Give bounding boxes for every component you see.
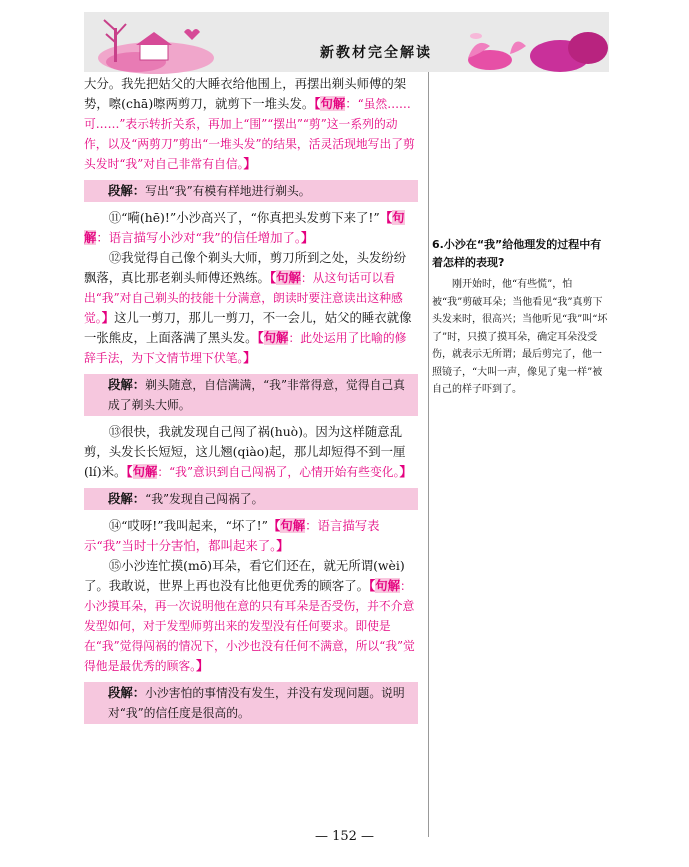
sentence-note-tag: 句解 — [132, 464, 158, 479]
summary-text: “我”发现自己闯祸了。 — [145, 492, 264, 506]
summary-label: 段解： — [108, 685, 146, 700]
bracket: 】 — [276, 538, 289, 553]
paragraph — [84, 422, 418, 482]
sentence-note-text: ：语言描写表示“我”当时十分害怕，都叫起来了。 — [84, 518, 380, 553]
sentence-note-tag: 句解 — [375, 578, 400, 593]
bracket: 【 — [314, 96, 321, 111]
sentence-note-text: ：语言描写小沙对“我”的信任增加了。 — [96, 230, 302, 245]
header-title: 新教材完全解读 — [320, 45, 432, 61]
summary-label: 段解： — [108, 377, 146, 392]
body-text: ⑫我觉得自己像个剃头大师，剪刀所到之处，头发纷纷飘落，真比那老剃头师傅还熟练。 — [84, 250, 407, 285]
header-decoration-left — [96, 18, 216, 74]
sentence-note-tag: 句解 — [84, 210, 405, 245]
sentence-note-text: ：从这句话可以看出“我”对自己剃头的技能十分满意，朗读时要注意读出这种感觉。 — [84, 271, 403, 325]
bracket: 】 — [196, 658, 209, 673]
page-number: — 152 — — [314, 829, 375, 844]
sentence-note-tag: 句解 — [280, 518, 306, 533]
summary-text: 小沙害怕的事情没有发生，并没有发现问题。说明对“我”的信任度是很高的。 — [108, 686, 405, 720]
bracket: 【 — [379, 210, 393, 225]
body-text: ⑪“嗬(hē)!”小沙高兴了，“你真把头发剪下来了!” — [108, 210, 380, 225]
header-decoration-right — [450, 18, 610, 74]
bracket: 】 — [243, 156, 256, 171]
paragraph — [84, 556, 418, 676]
bracket: 【 — [269, 270, 277, 285]
body-text: ⑭“哎呀!”我叫起来，“坏了!” — [108, 518, 268, 533]
paragraph — [84, 248, 418, 368]
sentence-note-tag: 句解 — [320, 96, 346, 111]
column-divider — [428, 72, 429, 837]
colon: ： — [345, 96, 358, 111]
body-text: ⑬很快，我就发现自己闯了祸(huò)。因为这样随意乱剪，头发长长短短，这儿翘(qiào)起，那儿却短得不到一厘(lí)米。 — [84, 424, 406, 479]
body-text: ⑮小沙连忙摸(mō)耳朵，看它们还在，就无所谓(wèi)了。我敢说，世界上再也没有比他更优秀的顾客了。 — [84, 558, 405, 593]
side-question-column — [432, 236, 610, 399]
side-question: 6.小沙在“我”给他理发的过程中有着怎样的表现? — [432, 238, 602, 269]
sentence-note-text: ：小沙摸耳朵，再一次说明他在意的只有耳朵是否受伤，并不介意发型如何，对于发型师剪出来的发型没有任何要求。即使是在“我”觉得闯祸的情况下，小沙也没有任何不满意，所以“我”觉得他是最优秀的顾客。 — [84, 579, 415, 673]
paragraph — [84, 74, 418, 174]
bracket: 】 — [399, 464, 412, 479]
sentence-note-tag: 句解 — [276, 270, 301, 285]
bracket: 】 — [101, 310, 115, 325]
bracket: 】 — [301, 230, 314, 245]
summary-label: 段解： — [108, 183, 146, 198]
paragraph-summary-box — [84, 374, 418, 416]
main-text-column — [84, 74, 418, 730]
bracket: 【 — [257, 330, 264, 345]
side-answer: 刚开始时，他“有些慌”，怕被“我”剪破耳朵；当他看见“我”真剪下头发来时，很高兴；当他听见“我”叫“坏了”时，只摸了摸耳朵，确定耳朵没受伤，就表示无所谓；最后剪完了，他一照镜子，“大叫一声，像见了鬼一样”被自己的样子吓到了。 — [432, 279, 608, 395]
sentence-note-tag: 句解 — [263, 330, 289, 345]
paragraph — [84, 516, 418, 556]
summary-text: 剃头随意，自信满满，“我”非常得意，觉得自己真成了剃头大师。 — [108, 378, 405, 412]
sentence-note-text: ：“我”意识到自己闯祸了，心情开始有些变化。 — [157, 465, 400, 479]
paragraph-summary-box — [84, 180, 418, 202]
paragraph-summary-box — [84, 682, 418, 724]
body-text: 大分。我先把姑父的大睡衣给他围上，再摆出剃头师傅的架势，嚓(chā)嚓两剪刀，就剪下一堆头发。 — [84, 76, 407, 111]
summary-text: 写出“我”有模有样地进行剃头。 — [145, 184, 311, 198]
sentence-note-text: ：此处运用了比喻的修辞手法，为下文情节埋下伏笔。 — [84, 331, 407, 365]
summary-label: 段解： — [108, 491, 146, 506]
bracket: 【 — [126, 464, 133, 479]
paragraph-summary-box — [84, 488, 418, 510]
bracket: 】 — [243, 350, 256, 365]
paragraph — [84, 208, 418, 248]
sentence-note-text: “虽然……可……”表示转折关系，再加上“围”“摆出”“剪”这一系列的动作，以及“两剪刀”剪出“一堆头发”的结果，活灵活现地写出了剪头发时“我”对自己非常有自信。 — [84, 97, 415, 171]
bracket: 【 — [368, 578, 376, 593]
body-text: 这儿一剪刀，那儿一剪刀，不一会儿，姑父的睡衣就像一张熊皮，上面落满了黑头发。 — [84, 310, 412, 345]
bracket: 【 — [268, 518, 281, 533]
